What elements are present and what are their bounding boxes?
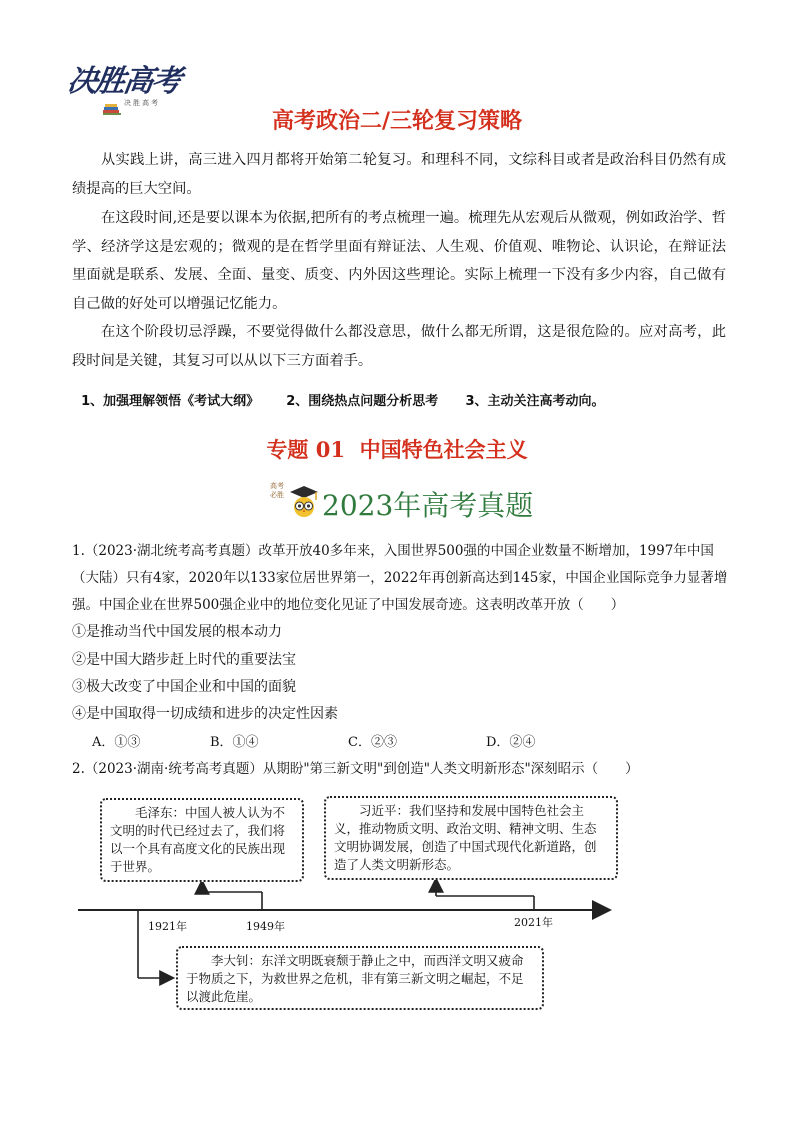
topic-name: 中国特色社会主义 (359, 438, 528, 462)
year-1949: 1949年 (246, 920, 285, 933)
focus-point-2: 2、围绕热点问题分析思考 (286, 394, 439, 409)
banner-tag: 高考必胜 (270, 482, 284, 499)
statement-4: ④是中国取得一切成绩和进步的决定性因素 (72, 706, 338, 722)
logo-text: 决胜高考 (65, 64, 182, 99)
topic-prefix: 专题 (266, 438, 309, 462)
year-2021: 2021年 (514, 916, 553, 929)
intro-paragraph-1: 从实践上讲，高三进入四月都将开始第二轮复习。和理科不同，文综科目或者是政治科目仍然有成绩提高的巨大空间。 (72, 152, 726, 197)
quote-xi: 习近平：我们坚持和发展中国特色社会主义，推动物质文明、政治文明、精神文明、生态文明协调发展，创造了中国式现代化新道路，创造了人类文明新形态。 (334, 803, 597, 872)
choice-a: A．①③ (92, 735, 141, 750)
quote-box-mao (100, 798, 304, 882)
choice-d: D．②④ (486, 735, 536, 750)
page-title: 高考政治二/三轮复习策略 (271, 109, 523, 134)
focus-point-3: 3、主动关注高考动向。 (465, 394, 605, 409)
banner-text: 2023年高考真题 (322, 489, 534, 522)
graduate-owl-icon (288, 484, 320, 518)
question-2-text: 2.（2023·湖南·统考高考真题）从期盼"第三新文明"到创造"人类文明新形态"深刻昭示（ ） (72, 761, 639, 777)
statement-2: ②是中国大踏步赶上时代的重要法宝 (72, 652, 296, 668)
choice-b: B．①④ (210, 735, 259, 750)
quote-box-li (176, 946, 544, 1010)
quote-box-xi (324, 796, 618, 880)
quote-mao: 毛泽东：中国人被人认为不文明的时代已经过去了，我们将以一个具有高度文化的民族出现于世界。 (110, 805, 286, 874)
focus-point-1: 1、加强理解领悟《考试大纲》 (81, 394, 260, 409)
focus-points (72, 375, 605, 409)
year-1921: 1921年 (148, 920, 187, 933)
intro-paragraph-3: 在这个阶段切忌浮躁，不要觉得做什么都没意思，做什么都无所谓，这是很危险的。应对高考，此段时间是关键，其复习可以从以下三方面着手。 (72, 324, 726, 369)
statement-1: ①是推动当代中国发展的根本动力 (72, 624, 282, 640)
choice-c: C．②③ (348, 735, 397, 750)
exam-banner (270, 478, 540, 528)
topic-number: 01 (315, 437, 345, 462)
statement-3: ③极大改变了中国企业和中国的面貌 (72, 679, 296, 695)
quote-li: 李大钊：东洋文明既衰颓于静止之中，而西洋文明又疲命于物质之下，为救世界之危机，非有第三新文明之崛起，不足以渡此危崖。 (186, 953, 524, 1004)
timeline-diagram (72, 790, 618, 1020)
question-1-text: 1.（2023·湖北统考高考真题）改革开放40多年来，入围世界500强的中国企业数量不断增加，1997年中国（大陆）只有4家，2020年以133家位居世界第一，2022年再创新高达到145家，中国企业国际竞争力显著增强。中国企业在世界500强企业中的地位变化见证了中国发展奇迹。这表明改革开放（ ） (72, 543, 728, 613)
logo-subtitle: 决胜高考 (124, 99, 160, 107)
topic-heading (0, 434, 794, 464)
intro-paragraph-2: 在这段时间,还是要以课本为依据,把所有的考点梳理一遍。梳理先从宏观后从微观，例如政治学、哲学、经济学这是宏观的；微观的是在哲学里面有辩证法、人生观、价值观、唯物论、认识论，在辩证法里面就是联系、发展、全面、量变、质变、内外因这些理论。实际上梳理一下没有多少内容，自己做有自己做的好处可以增强记忆能力。 (72, 210, 726, 312)
